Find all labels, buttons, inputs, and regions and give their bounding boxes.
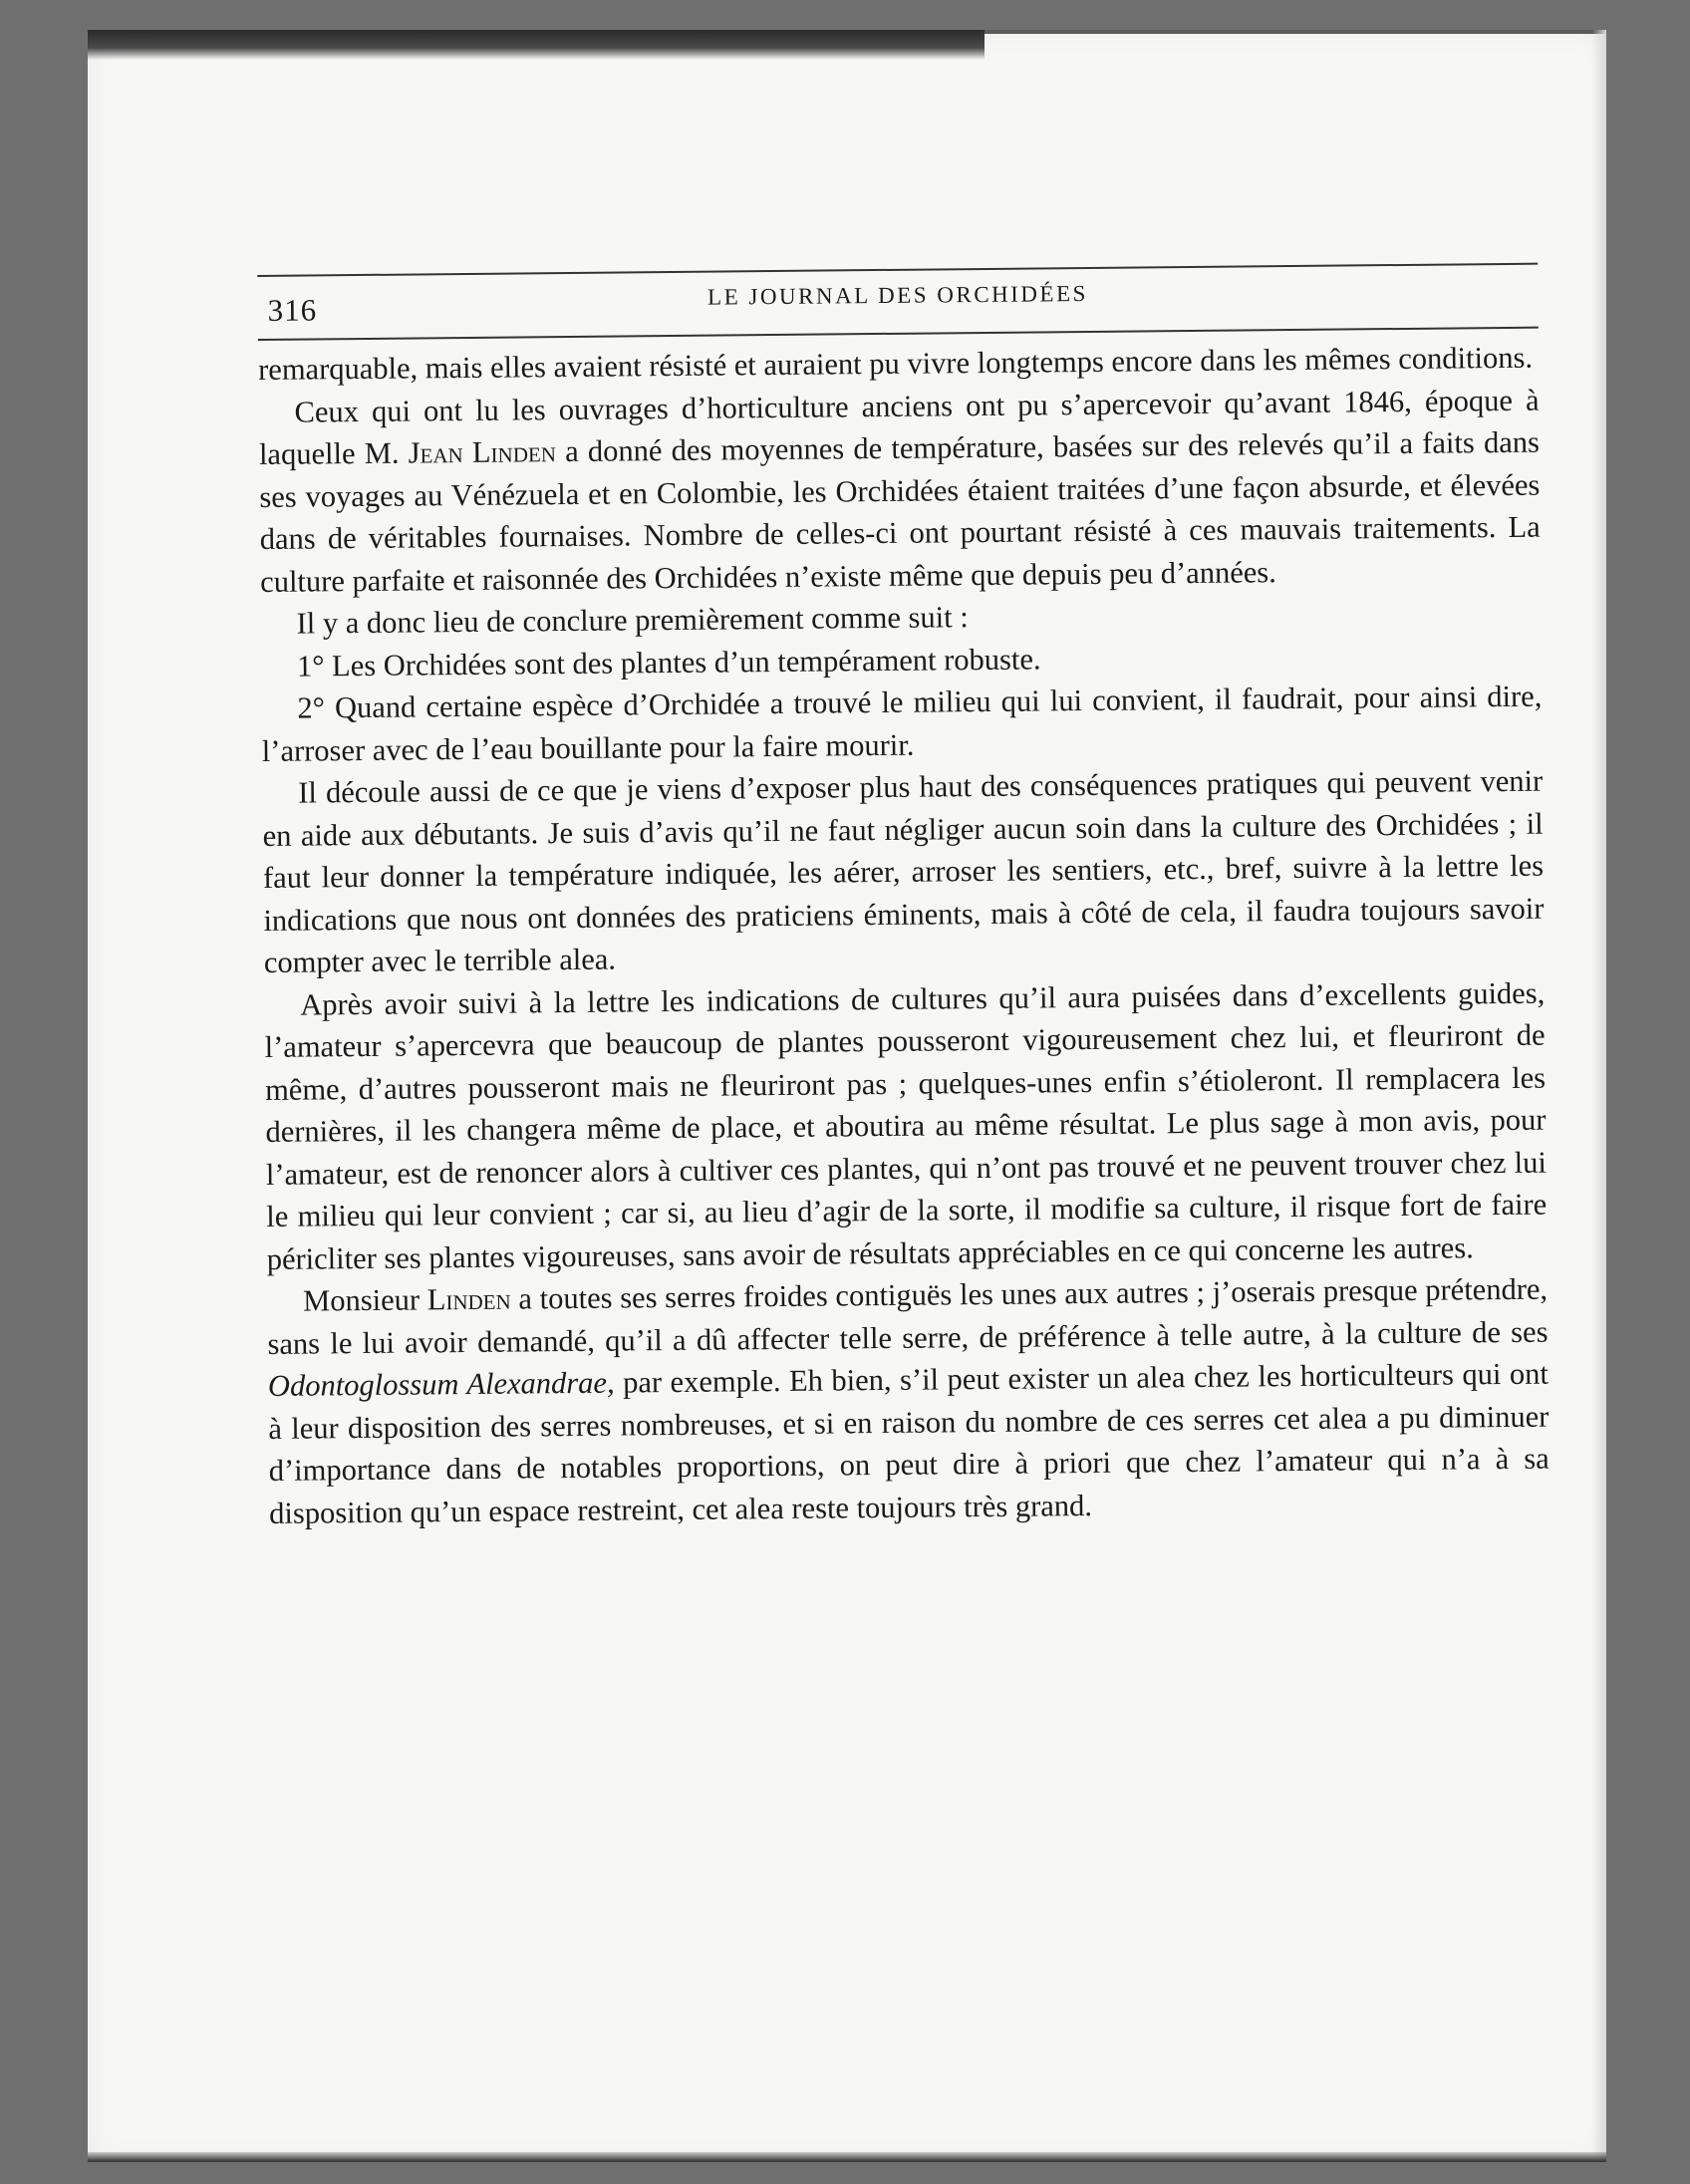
species-name: Odontoglossum Alexandrae, (267, 1365, 615, 1403)
list-item: 2° Quand certaine espèce d’Orchidée a trouvé le milieu qui lui convient, il faudrait, pour ainsi dire, l’arroser avec de l’eau bouillante pour la faire mourir. (261, 679, 1543, 768)
author-name: Jean Linden (408, 434, 557, 470)
paragraph: Ceux qui ont lu les ouvrages d’horticulture anciens ont pu s’apercevoir qu’avant 1846, époque à laquelle M. Jean Linden a donné des moyennes de température, basées sur des relevés qu’il a faits dans ses voyages au Vénézuela et en Colombie, les Orchidées étaient traitées d’une façon absurde, et élevées dans de véritables fournaises. Nombre de celles-ci ont pourtant résisté à ces mauvais traitements. La culture parfaite et raisonnée des Orchidées n’existe même que depuis peu d’années. (258, 383, 1541, 599)
page-content (257, 237, 1549, 1534)
author-name: Linden (426, 1281, 511, 1317)
paragraph: Monsieur Linden a toutes ses serres froides contiguës les unes aux autres ; j’oserais presque prétendre, sans le lui avoir demandé, qu’il a dû affecter telle serre, de préférence à telle autre, à la culture de ses Odontoglossum Alexandrae, par exemple. Eh bien, s’il peut exister un alea chez les horticulteurs qui ont à leur disposition des serres nombreuses, et si en raison du nombre de ces serres cet alea a pu diminuer d’importance dans de notables proportions, on peut dire à priori que chez l’amateur qui n’a à sa disposition qu’un espace restreint, cet alea reste toujours très grand. (267, 1271, 1549, 1530)
body-text (258, 337, 1549, 1534)
scan-dark-edge (88, 30, 985, 60)
paragraph-continued: remarquable, mais elles avaient résisté et auraient pu vivre longtemps encore dans les mêmes conditions. (257, 340, 1534, 387)
scan-bottom-edge (88, 2152, 1606, 2162)
paragraph: Il y a donc lieu de conclure premièrement comme suit : (296, 600, 969, 641)
running-header (257, 263, 1539, 341)
page-right-shadow (1592, 30, 1606, 2162)
paragraph: Après avoir suivi à la lettre les indications de cultures qu’il aura puisées dans d’excellents guides, l’amateur s’apercevra que beaucoup de plantes pousseront vigoureusement chez lui, et fleuriront de même, d’autres pousseront mais ne fleuriront pas ; quelques-unes enfin s’étioleront. Il remplacera les dernières, il les changera même de place, et aboutira au même résultat. Le plus sage à mon avis, pour l’amateur, est de renoncer alors à cultiver ces plantes, qui n’ont pas trouvé et ne peuvent trouver chez lui le milieu qui leur convient ; car si, au lieu d’agir de la sorte, il modifie sa culture, il risque fort de faire péricliter ses plantes vigoureuses, sans avoir de résultats appréciables en ce qui concerne les autres. (264, 975, 1548, 1276)
running-title: LE JOURNAL DES ORCHIDÉES (706, 280, 1088, 310)
page-number: 316 (267, 292, 318, 328)
scan-edge-line (985, 30, 1606, 34)
paragraph: Il découle aussi de ce que je viens d’exposer plus haut des conséquences pratiques qui peuvent venir en aide aux débutants. Je suis d’avis qu’il ne faut négliger aucun soin dans la culture des Orchidées ; il faut leur donner la température indiquée, les aérer, arroser les sentiers, etc., bref, suivre à la lettre les indications que nous ont données des praticiens éminents, mais à côté de cela, il faudra toujours savoir compter avec le terrible alea. (262, 763, 1545, 979)
scanned-page (88, 30, 1606, 2162)
list-item: 1° Les Orchidées sont des plantes d’un tempérament robuste. (296, 641, 1041, 683)
